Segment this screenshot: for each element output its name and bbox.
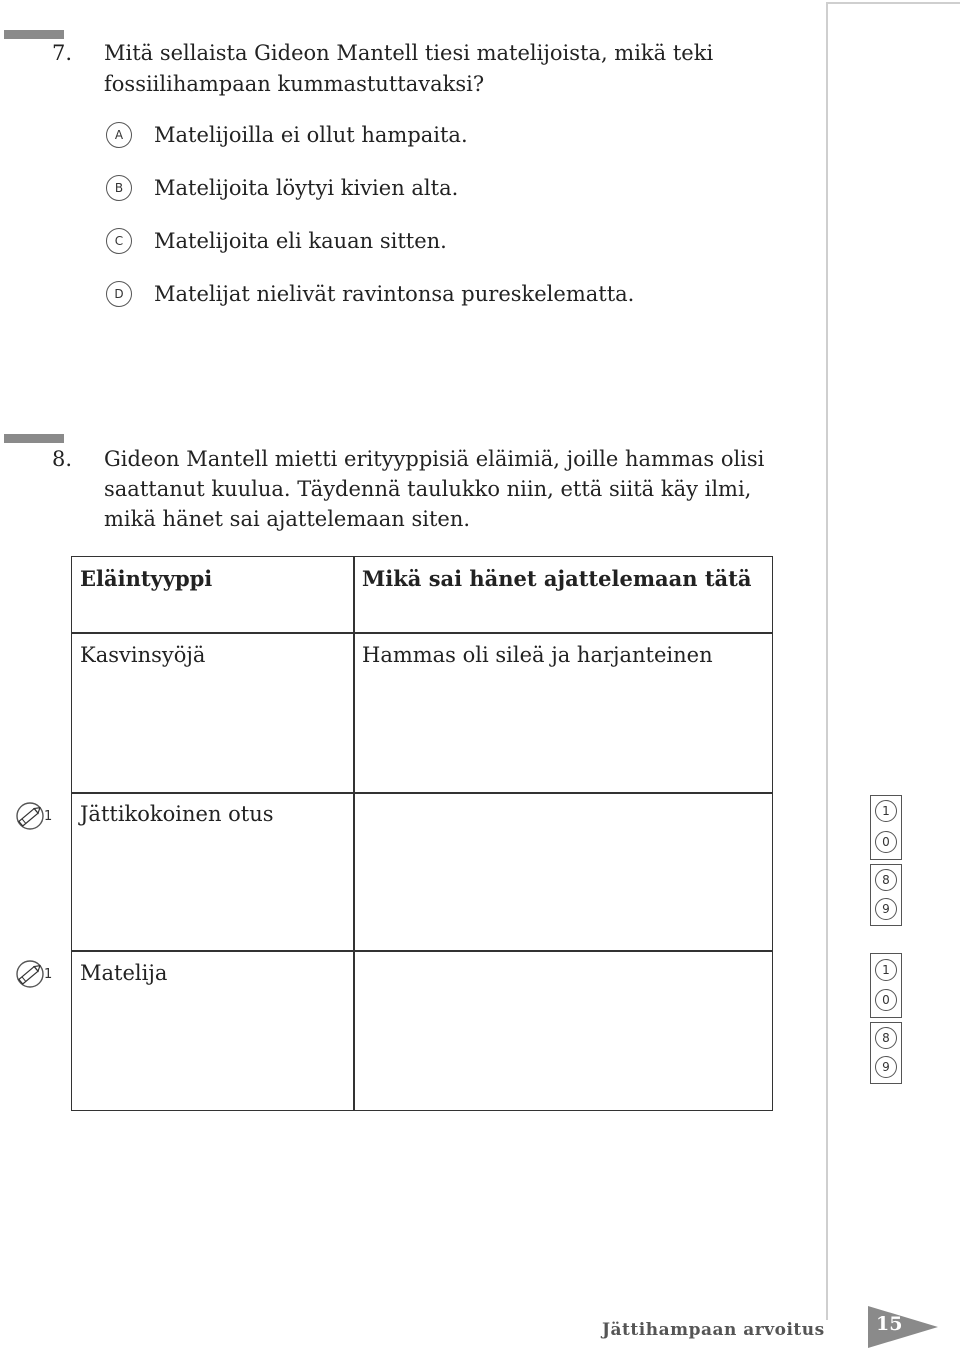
table-row-divider-3 [71, 950, 773, 952]
score-code-8[interactable]: 8 [875, 869, 897, 891]
table-cell-reason-1: Hammas oli sileä ja harjanteinen [362, 643, 713, 667]
page-number-tab [864, 1304, 944, 1350]
option-a-circle[interactable]: A [106, 122, 132, 148]
pencil-icon-row-3 [12, 959, 58, 989]
option-d-text: Matelijat nielivät ravintonsa pureskelematta. [154, 282, 635, 306]
row-2-points: 1 [44, 809, 53, 824]
option-a-text: Matelijoilla ei ollut hampaita. [154, 123, 468, 147]
question-8-bar [4, 434, 64, 443]
table-cell-reason-3-answer-field[interactable] [356, 953, 771, 1109]
question-7-text-line-2: fossiilihampaan kummastuttavaksi? [104, 72, 485, 96]
margin-frame-left [826, 2, 828, 1320]
question-8-text-line-3: mikä hänet sai ajattelemaan siten. [104, 507, 471, 531]
score-code-1[interactable]: 1 [875, 800, 897, 822]
footer-title: Jättihampaan arvoitus [602, 1320, 825, 1340]
question-7-text-line-1: Mitä sellaista Gideon Mantell tiesi matelijoista, mikä teki [104, 41, 714, 65]
margin-frame-top [826, 2, 960, 4]
score-code-9[interactable]: 9 [875, 898, 897, 920]
option-b-text: Matelijoita löytyi kivien alta. [154, 176, 459, 200]
page-number: 15 [876, 1313, 903, 1335]
table-column-divider [353, 556, 355, 1111]
question-8-text-line-2: saattanut kuulua. Täydennä taulukko niin, että siitä käy ilmi, [104, 477, 752, 501]
option-c-circle[interactable]: C [106, 228, 132, 254]
option-c-text: Matelijoita eli kauan sitten. [154, 229, 447, 253]
table-cell-animal-1: Kasvinsyöjä [80, 643, 206, 667]
table-header-animal-type: Eläintyyppi [80, 566, 213, 591]
table-row-divider-1 [71, 632, 773, 634]
score-code-0[interactable]: 0 [875, 989, 897, 1011]
row-3-points: 1 [44, 967, 53, 982]
score-code-8[interactable]: 8 [875, 1027, 897, 1049]
option-d-circle[interactable]: D [106, 281, 132, 307]
table-cell-animal-2: Jättikokoinen otus [80, 802, 274, 826]
option-b-circle[interactable]: B [106, 175, 132, 201]
question-8-text-line-1: Gideon Mantell mietti erityyppisiä eläimiä, joille hammas olisi [104, 447, 765, 471]
table-header-reason: Mikä sai hänet ajattelemaan tätä [362, 566, 752, 591]
score-code-1[interactable]: 1 [875, 959, 897, 981]
question-8-number: 8. [52, 447, 73, 471]
table-cell-reason-2-answer-field[interactable] [356, 795, 771, 949]
table-row-divider-2 [71, 792, 773, 794]
score-code-0[interactable]: 0 [875, 831, 897, 853]
pencil-icon-row-2 [12, 801, 58, 831]
question-7-number: 7. [52, 41, 73, 65]
table-cell-animal-3: Matelija [80, 961, 168, 985]
score-code-9[interactable]: 9 [875, 1056, 897, 1078]
